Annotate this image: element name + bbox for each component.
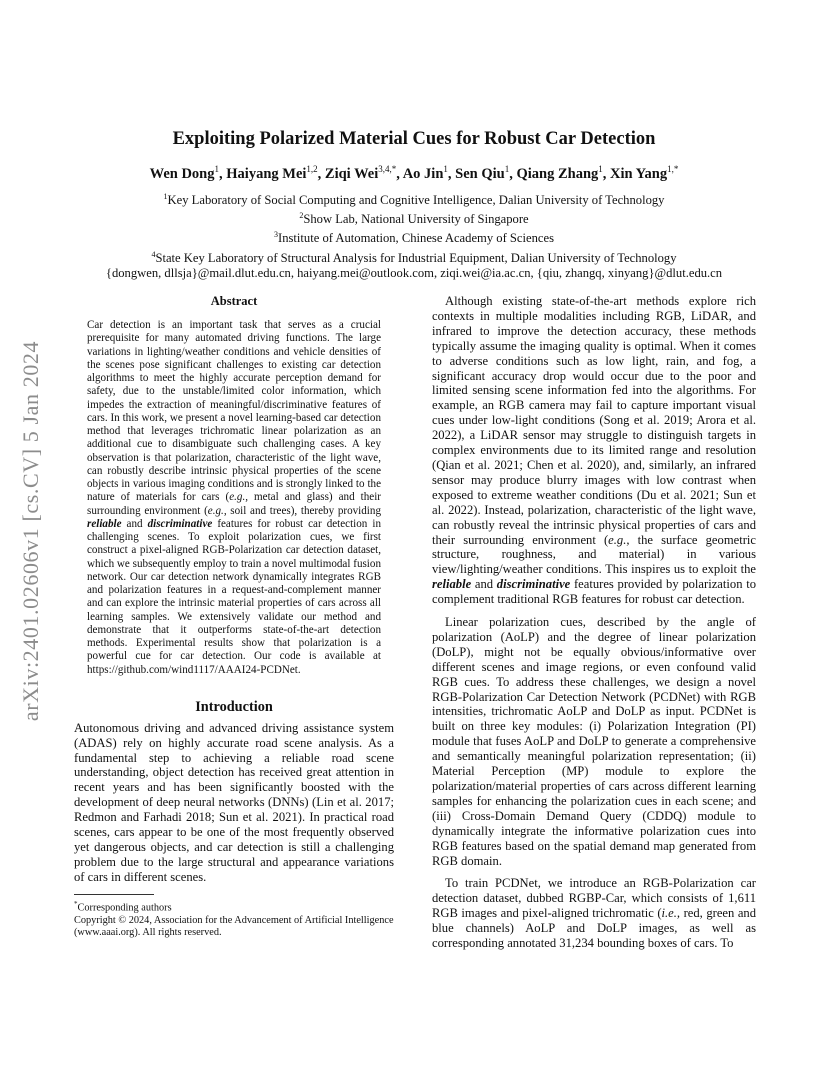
author-emails: {dongwen, dllsja}@mail.dlut.edu.cn, haiyang.mei@outlook.com, ziqi.wei@ia.ac.cn, {qiu, zhangq, xinyang}@dlut.edu.cn bbox=[105, 265, 723, 280]
author: Ao Jin$^1$, bbox=[402, 164, 456, 182]
affiliation: $^1$Key Laboratory of Social Computing and Cognitive Intelligence, Dalian University of Technology bbox=[163, 192, 665, 208]
affiliations bbox=[0, 189, 828, 281]
author: Wen Dong$^1$, bbox=[149, 164, 227, 182]
author: Qiang Zhang$^1$, bbox=[516, 164, 611, 182]
right-column bbox=[432, 294, 756, 951]
intro-paragraph: Autonomous driving and advanced driving assistance system (ADAS) rely on highly accurate road scene analysis. As a fundamental step to achieving a reliable road scene understanding, object detection has received great attention in recent years and has been significantly boosted with the development of deep neural networks (DNNs) (Lin et al. 2017; Redmon and Farhadi 2018; Sun et al. 2021). In practical road scenes, cars appear to be one of the most frequently observed yet dangerous objects, and car detection is still a challenging problem due to the large structural and appearance variations of cars in different scenes. bbox=[74, 720, 394, 884]
footnote-corresponding: *Corresponding authors bbox=[74, 899, 172, 914]
body-paragraph: Although existing state-of-the-art methods explore rich contexts in multiple modalities including RGB, LiDAR, and infrared to improve the detection accuracy, these methods typically assume the imaging quality is optimal. When it comes to adverse conditions such as low light, rain, and fog, a significant accuracy drop would occur due to the poor and limited sensing scene information fed into the algorithms. For example, an RGB camera may fail to capture important visual cues under low-light conditions (Song et al. 2019; Arora et al. 2022), a LiDAR sensor may struggle to distinguish targets in complex environments due to its limited range and resolution (Qian et al. 2021; Chen et al. 2020), and, similarly, an infrared sensor may produce blurry images with low contrast when exposed to extreme weather conditions (Du et al. 2021; Sun et al. 2022). Instead, polarization, characteristic of the light wave, can robustly reveal the intrinsic physical properties of cars and their surrounding environment (e.g., the surface geometric structure, roughness, and material) in various view/lighting/weather conditions. This inspires us to exploit the reliable and discriminative features provided by polarization to complement traditional RGB features for robust car detection. bbox=[432, 294, 756, 607]
abstract-text: Car detection is an important task that serves as a crucial prerequisite for many automated driving functions. The large variations in lighting/weather conditions and vehicle densities of the scenes pose significant challenges to existing car detection algorithms to meet the highly accurate perception demand for safety, due to the unstable/limited color information, which impedes the extraction of meaningful/discriminative features of cars. In this work, we present a novel learning-based car detection method that leverages trichromatic linear polarization as an additional cue to disambiguate such challenging cases. A key observation is that polarization, characteristic of the light wave, can robustly describe intrinsic physical properties of the scene objects in various imaging conditions and is strongly linked to the nature of materials for cars (e.g., metal and glass) and their surrounding environment (e.g., soil and trees), thereby providing reliable and discriminative features for robust car detection in challenging scenes. To exploit polarization cues, we first construct a pixel-aligned RGB-Polarization car detection dataset, which we subsequently employ to train a novel multimodal fusion network. Our car detection network dynamically integrates RGB and polarization features in a request-and-complement manner and can explore the intrinsic material properties of cars across all learning samples. We extensively validate our method and demonstrate that it outperforms state-of-the-art detection methods. Experimental results show that polarization is a powerful cue for car detection. Our code is available at https://github.com/wind1117/AAAI24-PCDNet. bbox=[87, 319, 381, 676]
copyright-notice: Copyright © 2024, Association for the Advancement of Artificial Intelligence (www.aaai.org). All rights reserved. bbox=[74, 914, 394, 938]
body-paragraph: To train PCDNet, we introduce an RGB-Polarization car detection dataset, dubbed RGBP-Car, which consists of 1,611 RGB images and pixel-aligned trichromatic (i.e., red, green and blue channels) AoLP and DoLP images, as well as corresponding annotated 31,234 bounding boxes of cars. To bbox=[432, 876, 757, 951]
arxiv-identifier: arXiv:2401.02606v1 [cs.CV] 5 Jan 2024 bbox=[18, 340, 43, 722]
author: Xin Yang$^{1,*}$ bbox=[610, 164, 679, 182]
affiliation: $^2$Show Lab, National University of Singapore bbox=[299, 211, 529, 227]
author: Haiyang Mei$^{1,2}$, bbox=[226, 164, 325, 182]
left-column bbox=[74, 294, 394, 939]
body-paragraph: Linear polarization cues, described by the angle of polarization (AoLP) and the degree of linear polarization (DoLP), might not be equally obvious/informative over different scenes and image regions, or even confound valid RGB cues. To address these challenges, we design a novel RGB-Polarization Car Detection Network (PCDNet) with RGB intensities, trichromatic AoLP and DoLP as input. PCDNet is built on three key modules: (i) Polarization Integration (PI) module that fuses AoLP and DoLP to generate a comprehensive and semantically meaningful polarization representation; (ii) Material Perception (MP) module to explore the polarization/material properties of cars across different learning samples for enhancing the polarization cues in each scene; and (iii) Cross-Domain Demand Query (CDDQ) module to dynamically integrate the informative polarization cues into RGB features based on the spatial demand map generated from RGB domain. bbox=[432, 615, 756, 868]
author-list bbox=[0, 164, 828, 183]
introduction-heading: Introduction bbox=[195, 698, 273, 715]
affiliation: $^4$State Key Laboratory of Structural Analysis for Industrial Equipment, Dalian University of Technology bbox=[151, 249, 677, 265]
author: Ziqi Wei$^{3,4,*}$, bbox=[324, 164, 403, 182]
arxiv-stamp bbox=[14, 296, 48, 766]
footnote-divider bbox=[74, 894, 154, 895]
author: Sen Qiu$^1$, bbox=[455, 164, 517, 182]
abstract-heading: Abstract bbox=[210, 294, 258, 308]
affiliation: $^3$Institute of Automation, Chinese Academy of Sciences bbox=[274, 230, 554, 246]
paper-title: Exploiting Polarized Material Cues for Robust Car Detection bbox=[172, 129, 656, 149]
